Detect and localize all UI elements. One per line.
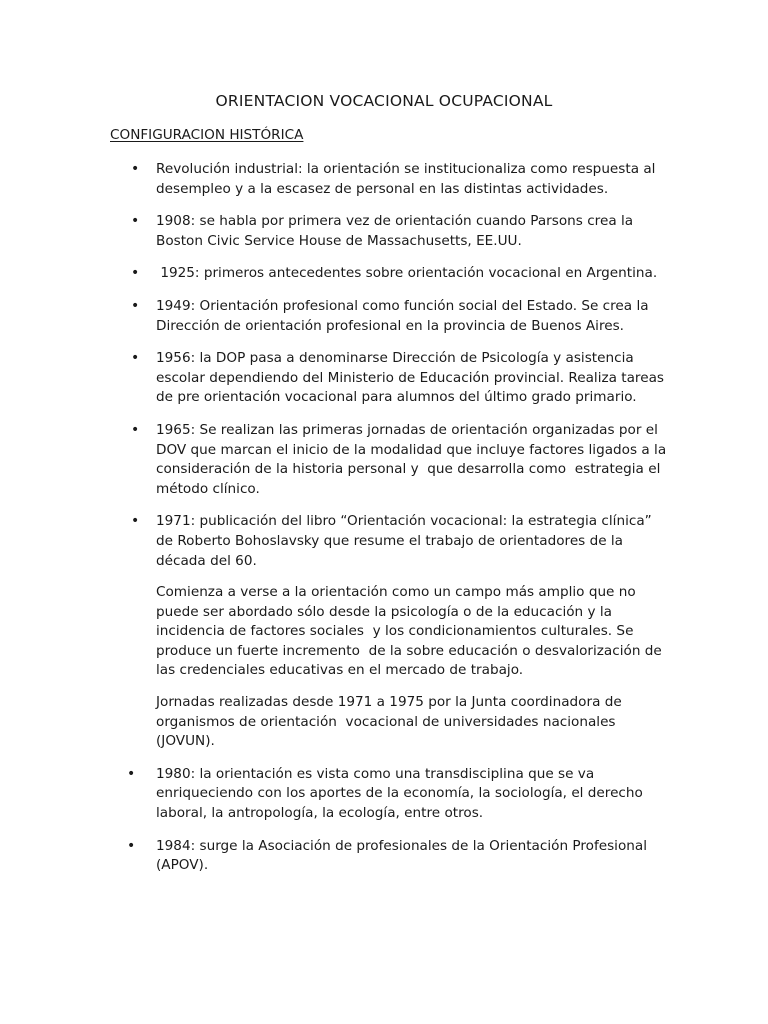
list-item-1984 — [0, 837, 768, 876]
list-item-industrial-revolution — [0, 160, 768, 199]
history-list — [0, 160, 768, 876]
list-item-paragraph: Jornadas realizadas desde 1971 a 1975 por la Junta coordinadora de organismos de orientación vocacional de universidades nacionales (JOVUN). — [156, 694, 627, 750]
list-item-text: 1984: surge la Asociación de profesionales de la Orientación Profesional (APOV). — [156, 837, 647, 874]
bullet-icon: • — [131, 513, 140, 530]
list-item-text: 1908: se habla por primera vez de orientación cuando Parsons crea la Boston Civic Service House de Massachusetts, EE.UU. — [156, 213, 634, 249]
list-item-text: Revolución industrial: la orientación se institucionaliza como respuesta al desempleo y a la escasez de personal en las distintas actividades. — [156, 161, 656, 197]
bullet-icon: • — [131, 421, 140, 438]
bullet-icon: • — [127, 765, 136, 782]
list-item-1971 — [0, 512, 768, 752]
list-item-text: 1965: Se realizan las primeras jornadas de orientación organizadas por el DOV que marcan el inicio de la modalidad que incluye factores ligados a la consideración de la historia personal y que desarrolla como estrategia el método clínico. — [156, 421, 671, 497]
list-item-1925 — [0, 264, 768, 284]
list-item-text: 1949: Orientación profesional como función social del Estado. Se crea la Dirección de orientación profesional en la provincia de Buenos Aires. — [156, 297, 649, 334]
list-item-paragraph: Comienza a verse a la orientación como un campo más amplio que no puede ser abordado sólo desde la psicología o de la educación y la incidencia de factores sociales y los condicionamientos culturales. Se produce un fuerte incremento de la sobre educación o desvalorización de las credenciales educativas en el mercado de trabajo. — [156, 584, 667, 679]
bullet-icon: • — [131, 213, 140, 230]
list-item-text: 1980: la orientación es vista como una transdisciplina que se va enriqueciendo con los aportes de la economía, la sociología, el derecho laboral, la antropología, la ecología, entre otros. — [156, 765, 643, 822]
bullet-icon: • — [131, 350, 140, 367]
bullet-icon: • — [131, 161, 140, 177]
bullet-icon: • — [127, 837, 136, 854]
list-item-1949 — [0, 297, 768, 336]
list-item-text: 1956: la DOP pasa a denominarse Dirección de Psicología y asistencia escolar dependiendo del Ministerio de Educación provincial. Realiza tareas de pre orientación vocacional para alumnos del último grado primario. — [156, 350, 664, 406]
list-item-1956 — [0, 349, 768, 408]
list-item-text: 1925: primeros antecedentes sobre orientación vocacional en Argentina. — [156, 265, 658, 282]
bullet-icon: • — [131, 265, 140, 282]
list-item-text: 1971: publicación del libro “Orientación vocacional: la estrategia clínica” de Roberto Bohoslavsky que resume el trabajo de orientadores de la década del 60. — [156, 513, 652, 569]
list-item-1980 — [0, 765, 768, 824]
section-heading: CONFIGURACION HISTÓRICA — [110, 127, 304, 143]
bullet-icon: • — [131, 297, 140, 314]
list-item-1965 — [0, 421, 768, 499]
list-item-1908 — [0, 212, 768, 251]
document-title: ORIENTACION VOCACIONAL OCUPACIONAL — [215, 92, 553, 110]
